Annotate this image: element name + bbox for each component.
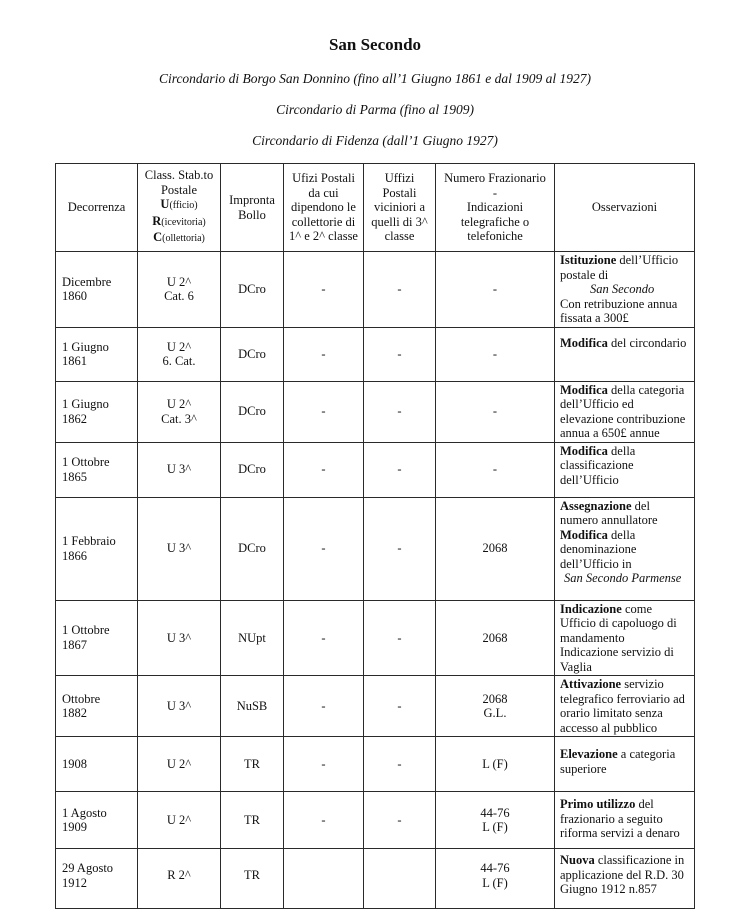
obs-bold: Primo utilizzo: [560, 797, 636, 811]
header-classificazione: [138, 164, 221, 252]
class-text: Cat. 3^: [161, 411, 197, 426]
date-text: 1912: [62, 875, 87, 890]
numero-text: 44-76: [480, 805, 510, 820]
class-text: 6. Cat.: [162, 354, 196, 368]
cell-ufizi: -: [284, 442, 364, 497]
table-row: [56, 252, 695, 328]
header-class-line: Postale: [160, 182, 198, 197]
cell-classe: U 3^: [138, 600, 221, 676]
cell-classe: R 2^: [138, 849, 221, 909]
obs-text: a categoria superiore: [560, 747, 676, 776]
date-text: 1882: [62, 706, 87, 720]
date-text: 1862: [62, 411, 87, 426]
obs-text: classificazione in applicazione del R.D. 30 Giugno 1912 n.857: [560, 853, 685, 896]
numero-text: L (F): [482, 875, 508, 890]
date-text: 1866: [62, 548, 87, 563]
cell-decorrenza: [56, 600, 138, 676]
header-osservazioni: Osservazioni: [555, 164, 695, 252]
numero-text: 2068: [482, 691, 508, 706]
cell-decorrenza: [56, 252, 138, 328]
cell-osservazioni: [555, 381, 695, 442]
header-numero-frazionario: [436, 164, 555, 252]
cell-numero: [436, 676, 555, 737]
numero-text: L (F): [482, 820, 508, 834]
cell-osservazioni: [555, 737, 695, 792]
cell-osservazioni: [555, 792, 695, 849]
header-class-u-rest: (fficio): [169, 200, 198, 212]
subtitle-circondario-fidenza: Circondario di Fidenza (dall’1 Giugno 1927): [252, 133, 498, 148]
table-row: [56, 497, 695, 600]
subtitle-circondario-parma: Circondario di Parma (fino al 1909): [276, 102, 474, 117]
date-text: 1 Ottobre: [62, 623, 110, 638]
cell-numero: 2068: [436, 600, 555, 676]
cell-ufizi: -: [284, 676, 364, 737]
header-decorrenza: Decorrenza: [56, 164, 138, 252]
postal-history-table: [55, 163, 695, 909]
cell-ufizi: [284, 849, 364, 909]
document-title: San Secondo: [328, 35, 422, 54]
obs-bold: Modifica: [560, 443, 608, 458]
obs-text: servizio telegrafico ferroviario ad orario limitato senza accesso al pubblico: [560, 677, 685, 735]
cell-decorrenza: [56, 381, 138, 442]
date-text: Dicembre: [62, 274, 112, 289]
cell-decorrenza: [56, 442, 138, 497]
date-text: 1 Giugno: [62, 339, 109, 354]
class-text: Cat. 6: [164, 289, 194, 304]
cell-uffizi: -: [364, 600, 436, 676]
date-text: 1860: [62, 289, 87, 304]
cell-numero: L (F): [436, 737, 555, 792]
header-class-u: U: [160, 197, 170, 212]
cell-impronta: DCro: [221, 442, 284, 497]
cell-numero: -: [436, 252, 555, 328]
date-text: 29 Agosto: [62, 861, 114, 875]
cell-uffizi: -: [364, 792, 436, 849]
obs-text: del circondario: [607, 335, 687, 350]
cell-osservazioni: [555, 252, 695, 328]
cell-uffizi: -: [364, 442, 436, 497]
table-row: [56, 600, 695, 676]
cell-impronta: NUpt: [221, 600, 284, 676]
table-row: [56, 737, 695, 792]
cell-classe: U 2^: [138, 792, 221, 849]
cell-ufizi: -: [284, 327, 364, 381]
table-row: [56, 792, 695, 849]
cell-numero: -: [436, 442, 555, 497]
header-class-c: C: [153, 230, 163, 245]
cell-numero: -: [436, 327, 555, 381]
obs-bold: Nuova: [560, 853, 595, 867]
cell-ufizi: -: [284, 737, 364, 792]
cell-impronta: TR: [221, 737, 284, 792]
cell-decorrenza: [56, 676, 138, 737]
obs-text: della categoria dell’Ufficio ed elevazione contribuzione annua a 650£ annue: [560, 382, 686, 440]
table-row: [56, 849, 695, 909]
cell-decorrenza: 1908: [56, 737, 138, 792]
cell-uffizi: -: [364, 737, 436, 792]
cell-decorrenza: [56, 849, 138, 909]
header-numero-line: Indicazioni telegrafiche o telefoniche: [460, 200, 530, 244]
date-text: 1861: [62, 354, 87, 368]
obs-bold: Attivazione: [560, 677, 622, 691]
cell-numero: [436, 792, 555, 849]
date-text: 1 Febbraio: [62, 534, 116, 548]
obs-bold: Indicazione: [560, 601, 622, 616]
cell-decorrenza: [56, 497, 138, 600]
subtitle-circondario-borgo: Circondario di Borgo San Donnino (fino all’1 Giugno 1861 e dal 1909 al 1927): [158, 71, 592, 86]
cell-ufizi: -: [284, 497, 364, 600]
date-text: 1865: [62, 469, 87, 484]
cell-impronta: DCro: [221, 327, 284, 381]
cell-decorrenza: [56, 327, 138, 381]
obs-text: del numero annullatore: [560, 498, 658, 527]
cell-impronta: NuSB: [221, 676, 284, 737]
cell-osservazioni: [555, 849, 695, 909]
obs-text: come Ufficio di capoluogo di mandamento: [560, 601, 677, 645]
header-class-c-rest: (ollettoria): [162, 233, 205, 245]
cell-classe: [138, 327, 221, 381]
cell-uffizi: -: [364, 497, 436, 600]
table-row: [56, 676, 695, 737]
cell-decorrenza: [56, 792, 138, 849]
cell-impronta: TR: [221, 792, 284, 849]
obs-bold: Modifica: [560, 335, 608, 350]
class-text: U 2^: [166, 274, 192, 289]
date-text: 1867: [62, 637, 87, 652]
obs-bold: Modifica: [560, 527, 608, 542]
obs-bold: Assegnazione: [560, 498, 632, 513]
cell-classe: [138, 252, 221, 328]
cell-ufizi: -: [284, 792, 364, 849]
header-row: [56, 164, 695, 252]
table-row: [56, 442, 695, 497]
cell-impronta: DCro: [221, 381, 284, 442]
date-text: 1909: [62, 820, 87, 834]
obs-text: Con retribuzione annua fissata a 300£: [560, 296, 678, 325]
obs-text: Indicazione servizio di Vaglia: [560, 645, 674, 674]
date-text: 1 Giugno: [62, 397, 109, 411]
cell-numero: 2068: [436, 497, 555, 600]
cell-numero: [436, 849, 555, 909]
cell-osservazioni: [555, 600, 695, 676]
header-class-r: R: [152, 213, 162, 228]
cell-impronta: DCro: [221, 252, 284, 328]
cell-uffizi: -: [364, 252, 436, 328]
cell-classe: U 2^: [138, 737, 221, 792]
obs-bold: Elevazione: [560, 747, 618, 761]
class-text: U 2^: [166, 397, 192, 411]
table-row: [56, 327, 695, 381]
class-text: U 2^: [166, 339, 192, 354]
cell-numero: -: [436, 381, 555, 442]
header-ufizi-postali: Ufizi Postali da cui dipendono le collettorie di 1^ e 2^ classe: [284, 164, 364, 252]
cell-ufizi: -: [284, 381, 364, 442]
cell-uffizi: -: [364, 676, 436, 737]
cell-osservazioni: [555, 676, 695, 737]
cell-impronta: DCro: [221, 497, 284, 600]
cell-classe: U 3^: [138, 676, 221, 737]
numero-text: 44-76: [480, 861, 510, 875]
obs-bold: Modifica: [560, 382, 608, 397]
obs-italic: San Secondo: [590, 282, 655, 296]
cell-ufizi: -: [284, 252, 364, 328]
header-numero-line: -: [492, 185, 498, 200]
cell-uffizi: [364, 849, 436, 909]
obs-bold: Istituzione: [560, 253, 617, 267]
date-text: 1 Agosto: [62, 805, 107, 820]
obs-text: dell’Ufficio postale di: [560, 253, 679, 282]
header-impronta-bollo: Impronta Bollo: [221, 164, 284, 252]
cell-ufizi: -: [284, 600, 364, 676]
cell-classe: [138, 381, 221, 442]
header-numero-line: Numero Frazionario: [444, 171, 546, 186]
date-text: 1 Ottobre: [62, 455, 110, 469]
cell-osservazioni: [555, 327, 695, 381]
obs-text: della denominazione dell’Ufficio in: [560, 527, 637, 571]
cell-impronta: TR: [221, 849, 284, 909]
header-uffizi-viciniori: Uffizi Postali viciniori a quelli di 3^ classe: [364, 164, 436, 252]
cell-uffizi: -: [364, 327, 436, 381]
table-row: [56, 381, 695, 442]
obs-italic: San Secondo Parmense: [564, 571, 682, 585]
cell-classe: U 3^: [138, 442, 221, 497]
cell-osservazioni: [555, 442, 695, 497]
header-class-line: Class. Stab.to: [144, 168, 214, 183]
cell-classe: U 3^: [138, 497, 221, 600]
header-class-r-rest: (icevitoria): [161, 216, 206, 228]
obs-text: del frazionario a seguito riforma servizi a denaro: [560, 797, 680, 840]
cell-uffizi: -: [364, 381, 436, 442]
obs-text: della classificazione dell’Ufficio: [560, 443, 636, 487]
date-text: Ottobre: [62, 691, 101, 706]
numero-text: G.L.: [483, 706, 507, 720]
cell-osservazioni: [555, 497, 695, 600]
